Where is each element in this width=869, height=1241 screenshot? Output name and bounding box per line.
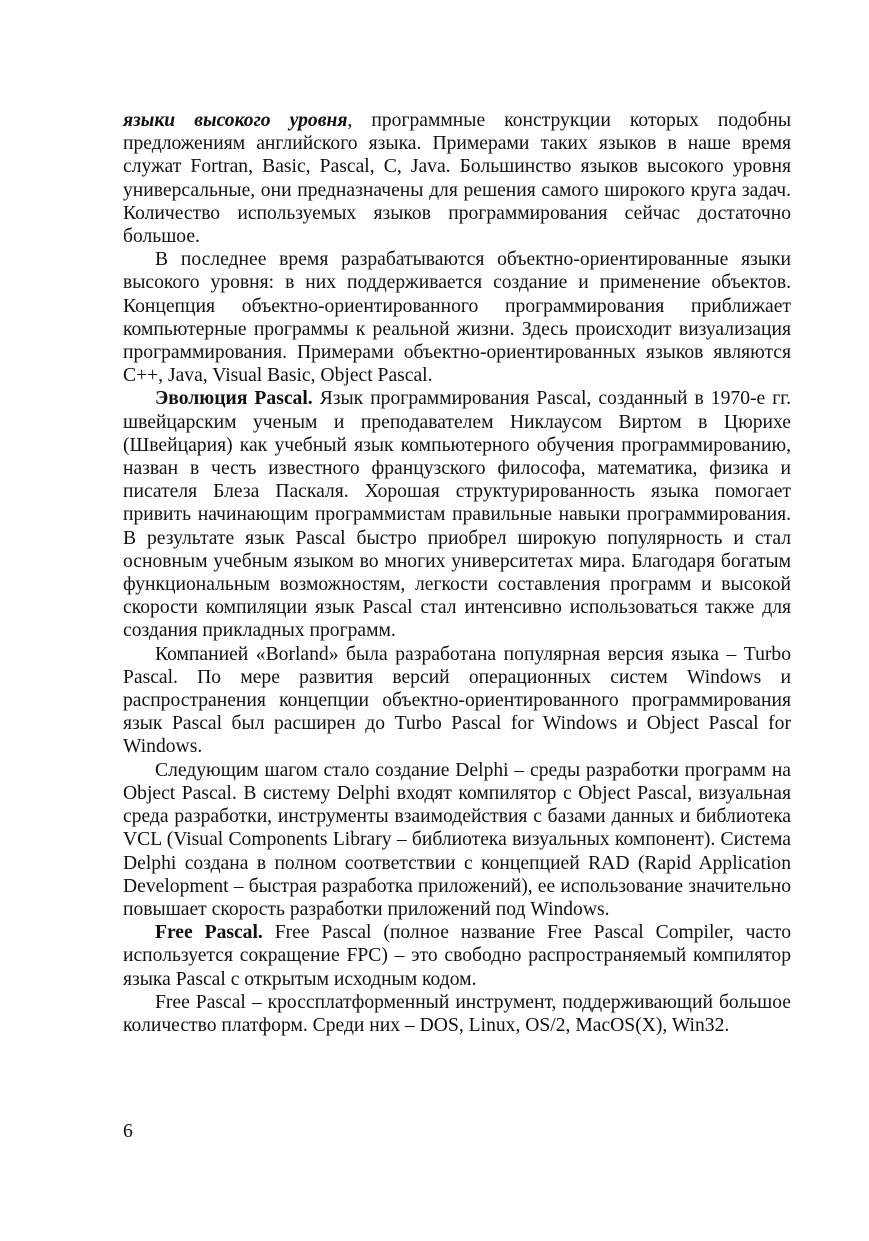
run-in-heading: Эволюция Pascal. — [155, 388, 313, 410]
paragraph-delphi — [123, 759, 791, 921]
paragraph-text: Следующим шагом стало создание Delphi – среды разработки программ на Object Pascal. В систему Delphi входят компилятор с Object Pascal, визуальная среда разработки, инструменты взаимодействия с базами данных и библиотека VCL (Visual Components Library – библиотека визуальных компонент). Система Delphi создана в полном соответствии с концепцией RAD (Rapid Application Development – быстрая разработка приложений), ее использование значительно повышает скорость разработки приложений под Windows. — [123, 759, 791, 920]
paragraph-free-pascal — [123, 921, 791, 991]
run-in-heading: Free Pascal. — [155, 922, 263, 944]
page-number: 6 — [123, 1121, 133, 1142]
italic-term: языки высокого уровня — [123, 110, 348, 131]
paragraph-high-level-languages — [123, 109, 791, 248]
paragraph-platforms — [123, 991, 791, 1037]
paragraph-oop-languages — [123, 248, 791, 387]
paragraph-text: Язык программирования Pascal, созданный в 1970-е гг. швейцарским ученым и преподавателем Никлаусом Виртом в Цюрихе (Швейцария) как учебный язык компьютерного обучения программированию, назван в честь известного французского философа, математика, физика и писателя Блеза Паскаля. Хорошая структурированность языка помогает привить начинающим программистам правильные навыки программирования. В результате язык Pascal быстро приобрел широкую популярность и стал основным учебным языком во многих университетах мира. Благодаря богатым функциональным возможностям, легкости составления программ и высокой скорости компиляции язык Pascal стал интенсивно использоваться также для создания прикладных программ. — [123, 388, 791, 642]
paragraph-text: Free Pascal (полное название Free Pascal Compiler, часто используется сокращение FPC) – это свободно распространяемый компилятор языка Pascal с открытым исходным кодом. — [123, 922, 791, 990]
paragraph-text: В последнее время разрабатываются объектно-ориентированные языки высокого уровня: в них поддерживается создание и применение объектов. Концепция объектно-ориентированного программирования приближает компьютерные программы к реальной жизни. Здесь происходит визуализация программирования. Примерами объектно-ориентированных языков являются C++, Java, Visual Basic, Object Pascal. — [123, 249, 791, 387]
paragraph-pascal-evolution — [123, 387, 791, 642]
paragraph-text: , программные конструкции которых подобны предложениям английского языка. Примерами таких языков в наше время служат Fortran, Basic, Pascal, C, Java. Большинство языков высокого уровня универсальные, они предназначены для решения самого широкого круга задач. Количество используемых языков программирования сейчас достаточно большое. — [123, 110, 791, 248]
paragraph-text: Компанией «Borland» была разработана популярная версия языка – Turbo Pascal. По мере развития версий операционных систем Windows и распространения концепции объектно-ориентированного программирования язык Pascal был расширен до Turbo Pascal for Windows и Object Pascal for Windows. — [123, 643, 791, 758]
paragraph-turbo-pascal — [123, 643, 791, 759]
page-body — [123, 109, 791, 1037]
paragraph-text: Free Pascal – кроссплатформенный инструмент, поддерживающий большое количество платформ. Среди них – DOS, Linux, OS/2, MacOS(X), Win32. — [123, 991, 791, 1036]
